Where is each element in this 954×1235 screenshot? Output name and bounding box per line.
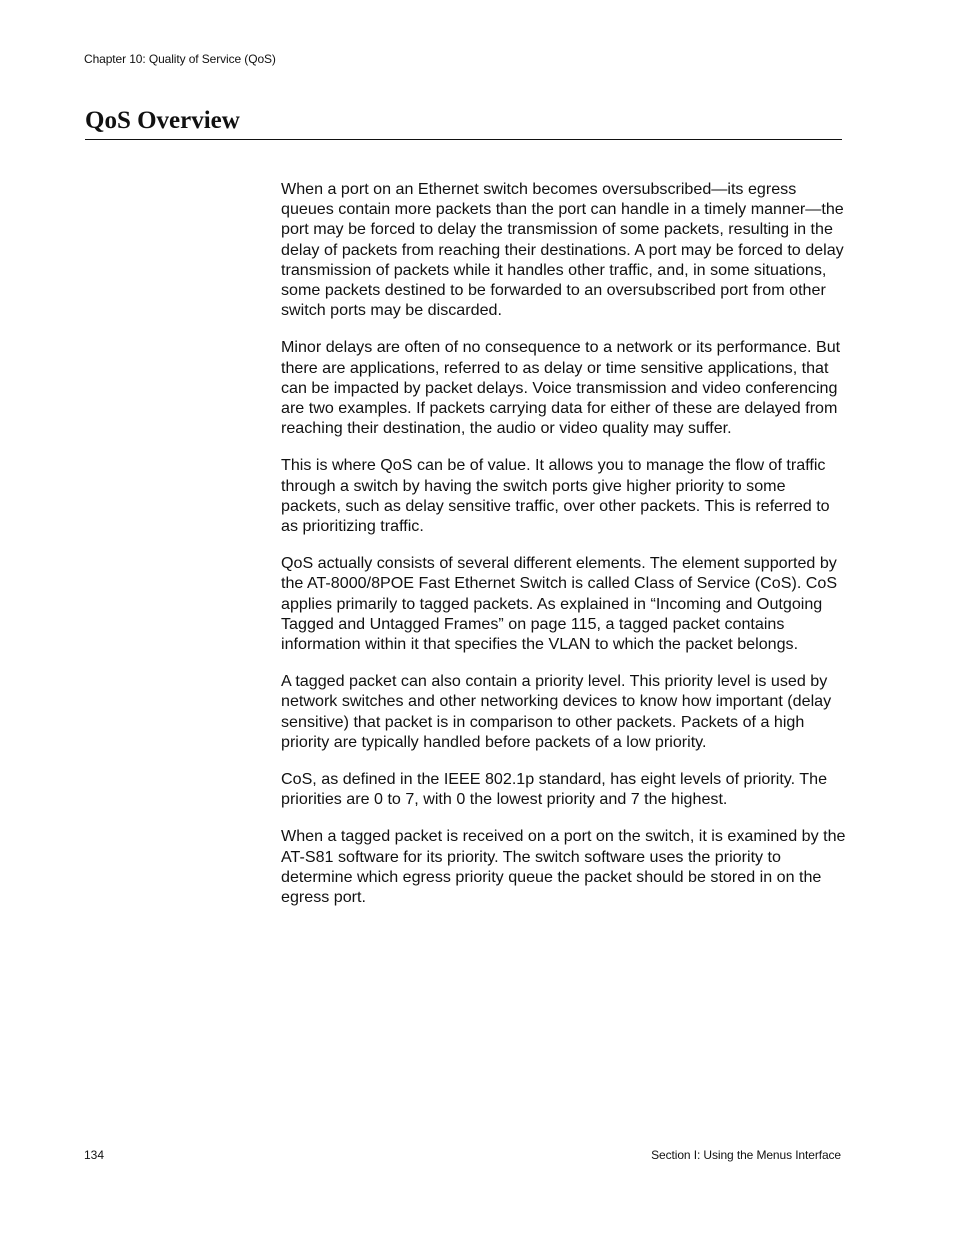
paragraph: Minor delays are often of no consequence to a network or its performance. But there are applications, referred to as delay or time sensitive applications, that can be impacted by packet delays. Voice transmission and video conferencing are two examples. If packets carrying data for either of these are delayed from reaching their destination, the audio or video quality may suffer. xyxy=(281,338,841,438)
running-header: Chapter 10: Quality of Service (QoS) xyxy=(84,52,276,66)
page-number: 134 xyxy=(84,1148,105,1162)
paragraph: A tagged packet can also contain a priority level. This priority level is used by network switches and other networking devices to know how important (delay sensitive) that packet is in comparison to other packets. Packets of a high priority are typically handled before packets of a low priority. xyxy=(281,672,832,751)
paragraph: This is where QoS can be of value. It allows you to manage the flow of traffic through a switch by having the switch ports give higher priority to some packets, such as delay sensitive traffic, over other packets. This is referred to as prioritizing traffic. xyxy=(281,456,830,536)
paragraph: When a port on an Ethernet switch becomes oversubscribed—its egress queues contain more packets than the port can handle in a timely manner—the port may be forced to delay the transmission of some packets, resulting in the delay of packets from reaching their destinations. A port may be forced to delay transmission of packets while it handles other traffic, and, in some situations, some packets destined to be forwarded to an oversubscribed port from other switch ports may be discarded. xyxy=(281,180,844,320)
page-title: QoS Overview xyxy=(85,107,240,134)
paragraph: When a tagged packet is received on a port on the switch, it is examined by the AT-S81 software for its priority. The switch software uses the priority to determine which egress priority queue the packet should be stored in on the egress port. xyxy=(281,827,846,907)
running-footer: Section I: Using the Menus Interface xyxy=(651,1148,841,1162)
body-text xyxy=(281,179,846,924)
paragraph: QoS actually consists of several different elements. The element supported by the AT-8000/8POE Fast Ethernet Switch is called Class of Service (CoS). CoS applies primarily to tagged packets. As explained in “Incoming and Outgoing Tagged and Untagged Frames” on page 115, a tagged packet contains information within it that specifies the VLAN to which the packet belongs. xyxy=(281,554,838,654)
title-divider xyxy=(85,139,842,140)
paragraph: CoS, as defined in the IEEE 802.1p standard, has eight levels of priority. The priorities are 0 to 7, with 0 the lowest priority and 7 the highest. xyxy=(281,770,828,809)
